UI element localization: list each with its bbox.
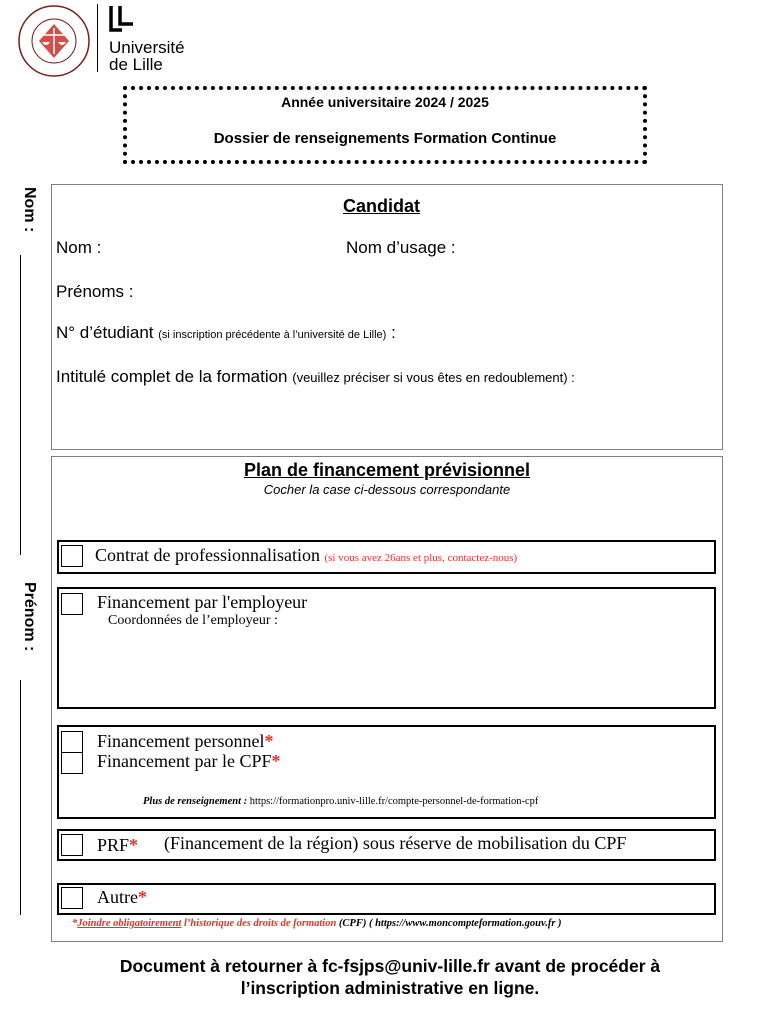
option-autre-box: [57, 883, 716, 915]
document-title: Dossier de renseignements Formation Continue: [213, 130, 557, 147]
footnote-url: (CPF) ( https://www.moncompteformation.gouv.fr ): [336, 918, 562, 929]
return-instructions: [40, 955, 740, 999]
etudiant-field[interactable]: [56, 323, 396, 343]
lille-mark-icon: [108, 4, 136, 34]
university-line1: Université: [109, 38, 185, 57]
footnote-red-text: l’historique des droits de formation: [181, 918, 337, 929]
checkbox-employeur[interactable]: [61, 593, 83, 615]
employeur-coordonnees[interactable]: Coordonnées de l’employeur :: [108, 613, 278, 628]
option-autre: [97, 887, 147, 908]
cpf-label: Financement par le CPF: [97, 751, 272, 771]
university-name: [109, 39, 185, 73]
plan-title: Plan de financement prévisionnel: [243, 460, 531, 480]
footnote-star: *: [72, 918, 78, 929]
personnel-asterisk: *: [264, 731, 274, 751]
prf-note: (Financement de la région) sous réserve de mobilisation du CPF: [164, 833, 627, 853]
plan-subtitle: Cocher la case ci-dessous correspondante: [263, 482, 511, 497]
prenoms-field[interactable]: Prénoms :: [56, 282, 134, 301]
candidat-title: Candidat: [343, 196, 421, 216]
option-personnel: [97, 731, 273, 752]
return-line2: l’inscription administrative en ligne.: [240, 978, 540, 998]
contrat-note: (si vous avez 26ans et plus, contactez-nous): [324, 552, 518, 564]
checkbox-cpf[interactable]: [61, 752, 83, 774]
cpf-footnote: [72, 918, 562, 929]
university-line2: de Lille: [109, 55, 163, 74]
autre-asterisk: *: [137, 887, 147, 907]
side-prenom-label: Prénom :: [21, 582, 38, 652]
side-prenom-line[interactable]: [20, 680, 21, 915]
checkbox-autre[interactable]: [61, 887, 83, 909]
formation-note: (veuillez préciser si vous êtes en redoublement) :: [292, 370, 575, 385]
return-line1: Document à retourner à fc-fsjps@univ-lille.fr avant de procéder à: [119, 956, 661, 976]
employeur-label: Financement par l'employeur: [97, 592, 308, 612]
contrat-label: Contrat de professionnalisation: [95, 545, 320, 565]
personnel-label: Financement personnel: [97, 731, 265, 751]
etudiant-label: N° d’étudiant: [56, 323, 154, 342]
side-nom-line[interactable]: [20, 255, 21, 555]
option-prf: [97, 835, 138, 856]
prf-label: PRF: [97, 835, 130, 855]
cpf-asterisk: *: [271, 751, 281, 771]
logo-divider: [97, 4, 98, 72]
cpf-more-info: [143, 796, 538, 807]
etudiant-colon: :: [391, 323, 396, 342]
candidat-section: [51, 184, 723, 450]
formation-field[interactable]: [56, 367, 575, 387]
option-contrat: [95, 545, 517, 566]
academic-year: Année universitaire 2024 / 2025: [281, 94, 489, 110]
faculty-seal-logo: [17, 4, 91, 78]
checkbox-contrat[interactable]: [61, 545, 83, 567]
prf-asterisk: *: [129, 835, 139, 855]
nom-usage-field[interactable]: Nom d’usage :: [346, 238, 456, 257]
footnote-link[interactable]: Joindre obligatoirement: [77, 918, 182, 929]
plus-label: Plus de renseignement :: [143, 796, 248, 807]
checkbox-personnel[interactable]: [61, 731, 83, 753]
autre-label: Autre: [97, 887, 138, 907]
formation-label: Intitulé complet de la formation: [56, 367, 288, 386]
nom-field[interactable]: Nom :: [56, 238, 102, 257]
checkbox-prf[interactable]: [61, 834, 83, 856]
etudiant-note: (si inscription précédente à l’université de Lille): [158, 329, 387, 341]
side-nom-label: Nom :: [21, 187, 38, 233]
cpf-info-link[interactable]: https://formationpro.univ-lille.fr/compte-personnel-de-formation-cpf: [249, 796, 539, 807]
option-cpf: [97, 751, 280, 772]
